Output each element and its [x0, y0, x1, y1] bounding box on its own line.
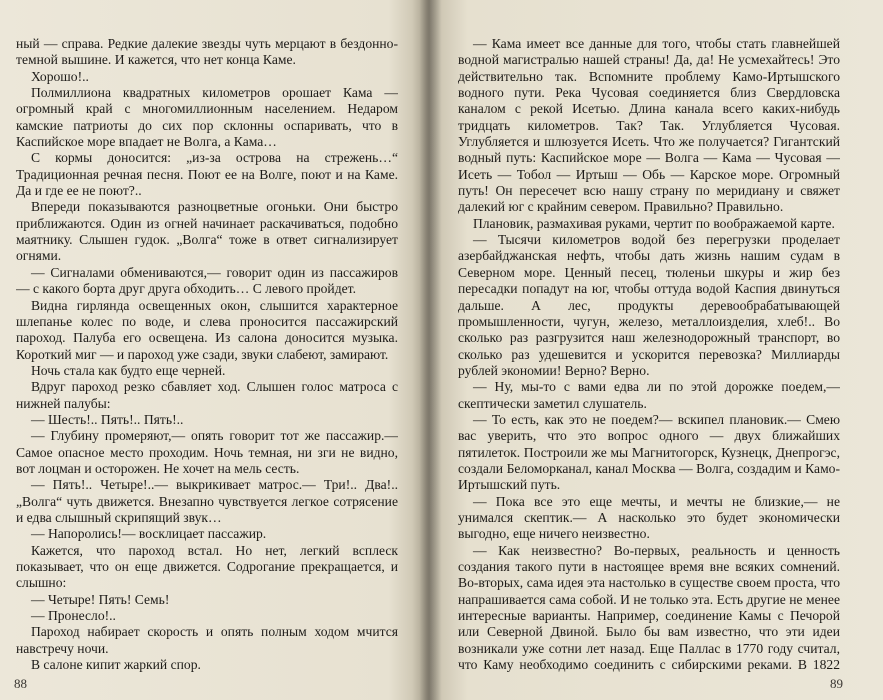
paragraph: Полмиллиона квадратных километров орошает Кама — огромный край с многомиллионным населением. Недаром камские патриоты до сих пор склонны оспаривать, что в Каспийское море впадает не Волга, а Кама…: [16, 85, 398, 150]
left-page-number: 88: [14, 676, 27, 691]
paragraph: — Ну, мы-то с вами едва ли по этой дорожке поедем,— скептически заметил слушатель.: [458, 379, 840, 411]
paragraph: — То есть, как это не поедем?— вскипел плановик.— Смею вас уверить, что это вопрос одного — двух ближайших пятилеток. Построили же мы Магнитогорск, Кузнецк, Днепрогэс, создали Беломорканал, канал Москва — Волга, создадим и Камо-Иртышский путь.: [458, 411, 840, 493]
left-page: [16, 36, 398, 672]
paragraph: Плановик, размахивая руками, чертит по воображаемой карте.: [472, 215, 835, 231]
paragraph: Ночь стала как будто еще черней.: [30, 362, 226, 378]
paragraph: — Как неизвестно? Во-первых, реальность и ценность создания такого пути в настоящее время вне всяких сомнений. Во-вторых, сама идея эта настолько в существе своем проста, что напрашивается сама собой. И не только эта. Есть другие не менее интересные варианты. Например, соединение Камы с Печорой или Северной Двиной. Было бы вам известно, что эти идеи возникали уже сотни лет назад. Еще Паллас в 1770 году считал, что Каму необходимо соединить с сибирскими реками. В 1822: [458, 542, 840, 672]
paragraph: — Кама имеет все данные для того, чтобы стать главнейшей водной магистралью нашей страны! Да, да! Не усмехайтесь! Это действительно так. Вспомните проблему Камо-Иртышского водного пути. Река Чусовая соединяется близ Свердловска каналом с рекой Исетью. Длина канала всего каких-нибудь тридцать километров. Так? Так. Углубляется Чусовая. Углубляется и шлюзуется Исеть. Что же получается? Гигантский водный путь: Каспийское море — Волга — Кама — Чусовая — Исеть — Тобол — Иртыш — Обь — Карское море. Огромный путь! Он пересечет всю нашу страну по меридиану и свяжет далекий юг с крайним севером. Правильно? Правильно.: [458, 36, 840, 215]
paragraph: — Четыре! Пять! Семь!: [30, 591, 170, 607]
paragraph: Впереди показываются разноцветные огоньки. Они быстро приближаются. Один из огней начинает раскачиваться, подобно маятнику. Слышен гудок. „Волга“ тоже в ответ сигнализирует огнями.: [16, 199, 398, 264]
paragraph: — Напоролись!— восклицает пассажир.: [30, 526, 267, 542]
paragraph: — Пронесло!..: [30, 608, 116, 624]
paragraph: Хорошо!..: [30, 68, 89, 84]
paragraph: — Тысячи километров водой без перегрузки проделает азербайджанская нефть, чтобы дать жизнь нашим судам в Северном море. Ценный песец, тюленьи шкуры и жир без пересадки попадут на юг, чтобы оттуда водой Каспия двинуться дальше. А лес, продукты деревообрабатывающей промышленности, чугун, железо, металлоизделия, хлеб!.. Во сколько раз разгрузится наш железнодорожный транспорт, во сколько раз удешевится и ускорится перевозка? Миллиарды рублей экономии! Верно? Верно.: [458, 232, 840, 378]
paragraph: — Пока все это еще мечты, и мечты не близкие,— не унимался скептик.— А насколько это будет экономически выгодно, еще ничего неизвестно.: [458, 493, 840, 542]
right-page-number: 89: [830, 676, 843, 691]
book-gutter: [412, 0, 442, 700]
paragraph: С кормы доносится: „из-за острова на стрежень…“ Традиционная речная песня. Поют ее на Волге, поют и на Каме. Да и где ее не поют?..: [16, 150, 398, 199]
paragraph: — Пять!.. Четыре!..— выкрикивает матрос.— Три!.. Два!.. „Волга“ чуть движется. Внезапно чувствуется легкое сотрясение и едва слышный скрипящий звук…: [16, 477, 398, 525]
paragraph: В салоне кипит жаркий спор.: [30, 657, 201, 672]
paragraph: — Сигналами обмениваются,— говорит один из пассажиров — с какого борта друг друга обходить… С левого пройдет.: [16, 264, 398, 297]
paragraph: Пароход набирает скорость и опять полным ходом мчится навстречу ночи.: [16, 624, 398, 656]
paragraph: Кажется, что пароход встал. Но нет, легкий всплеск показывает, что он еще движется. Содрогание прекращается, и слышно:: [16, 542, 398, 591]
right-page: [458, 36, 840, 672]
paragraph: — Глубину промеряют,— опять говорит тот же пассажир.— Самое опасное место проходим. Ночь темная, ни зги не видно, вот лоцман и осторожен. Не хочет на мель сесть.: [16, 428, 398, 476]
paragraph: Вдруг пароход резко сбавляет ход. Слышен голос матроса с нижней палубы:: [16, 379, 398, 411]
paragraph: ный — справа. Редкие далекие звезды чуть мерцают в бездонно-темной вышине. И кажется, что нет конца Каме.: [16, 36, 398, 68]
paragraph: Видна гирлянда освещенных окон, слышится характерное шлепанье колес по воде, и слева проносится пассажирский пароход. Палуба его освещена. Из салона доносится музыка. Короткий миг — и пароход уже сзади, звуки слабеют, замирают.: [16, 297, 398, 362]
paragraph: — Шесть!.. Пять!.. Пять!..: [30, 411, 184, 427]
